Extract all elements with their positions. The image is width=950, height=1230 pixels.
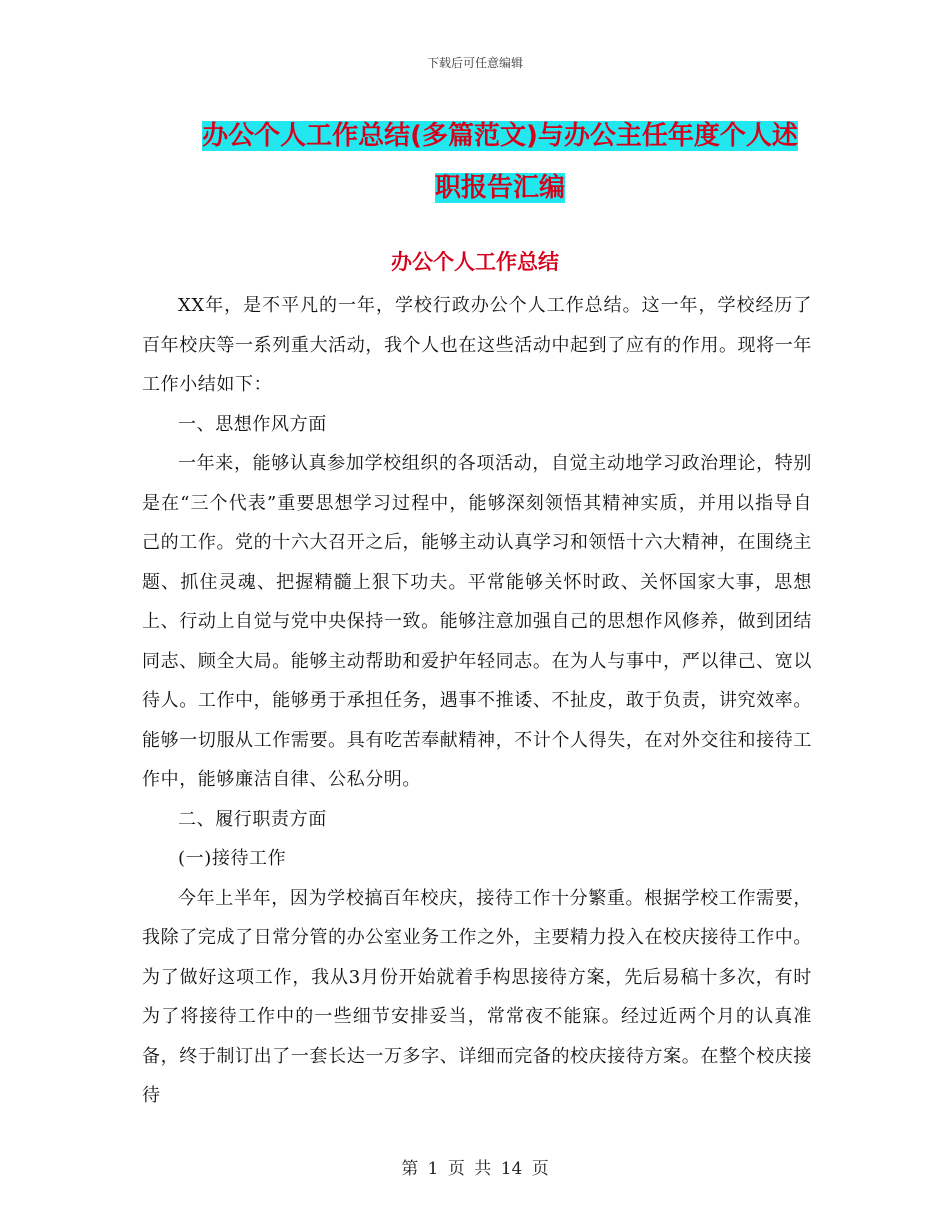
paragraph-thought-style: 一年来，能够认真参加学校组织的各项活动，自觉主动地学习政治理论，特别是在“三个代表”重要思想学习过程中，能够深刻领悟其精神实质，并用以指导自己的工作。党的十六大召开之后，能够主动认真学习和领悟十六大精神，在围绕主题、抓住灵魂、把握精髓上狠下功夫。平常能够关怀时政、关怀国家大事，思想上、行动上自觉与党中央保持一致。能够注意加强自己的思想作风修养，做到团结同志、顾全大局。能够主动帮助和爱护年轻同志。在为人与事中，严以律己、宽以待人。工作中，能够勇于承担任务，遇事不推诿、不扯皮，敢于负责，讲究效率。能够一切服从工作需要。具有吃苦奉献精神，不计个人得失，在对外交往和接待工作中，能够廉洁自律、公私分明。 (142, 453, 812, 790)
heading-thought-style: 一、思想作风方面 (178, 413, 327, 435)
document-title-line-1: 办公个人工作总结(多篇范文)与办公主任年度个人述 (202, 121, 798, 151)
header-note: 下载后可任意编辑 (426, 56, 523, 70)
paragraph-reception: 今年上半年，因为学校搞百年校庆，接待工作十分繁重。根据学校工作需要，我除了完成了日常分管的办公室业务工作之外，主要精力投入在校庆接待工作中。为了做好这项工作，我从3月份开始就着手构思接待方案，先后易稿十多次，有时为了将接待工作中的一些细节安排妥当，常常夜不能寐。经过近两个月的认真准备，终于制订出了一套长达一万多字、详细而完备的校庆接待方案。在整个校庆接待 (142, 887, 812, 1106)
document-title-line-2: 职报告汇编 (434, 173, 565, 203)
page-number: 第 1 页 共 14 页 (401, 1159, 549, 1179)
heading-duties: 二、履行职责方面 (178, 808, 327, 830)
section-title: 办公个人工作总结 (391, 250, 559, 274)
paragraph-intro: XX年，是不平凡的一年，学校行政办公个人工作总结。这一年，学校经历了百年校庆等一系列重大活动，我个人也在这些活动中起到了应有的作用。现将一年工作小结如下： (142, 295, 812, 395)
document-title (150, 110, 850, 214)
body-text (142, 286, 812, 1116)
subheading-reception: (一)接待工作 (178, 848, 287, 869)
